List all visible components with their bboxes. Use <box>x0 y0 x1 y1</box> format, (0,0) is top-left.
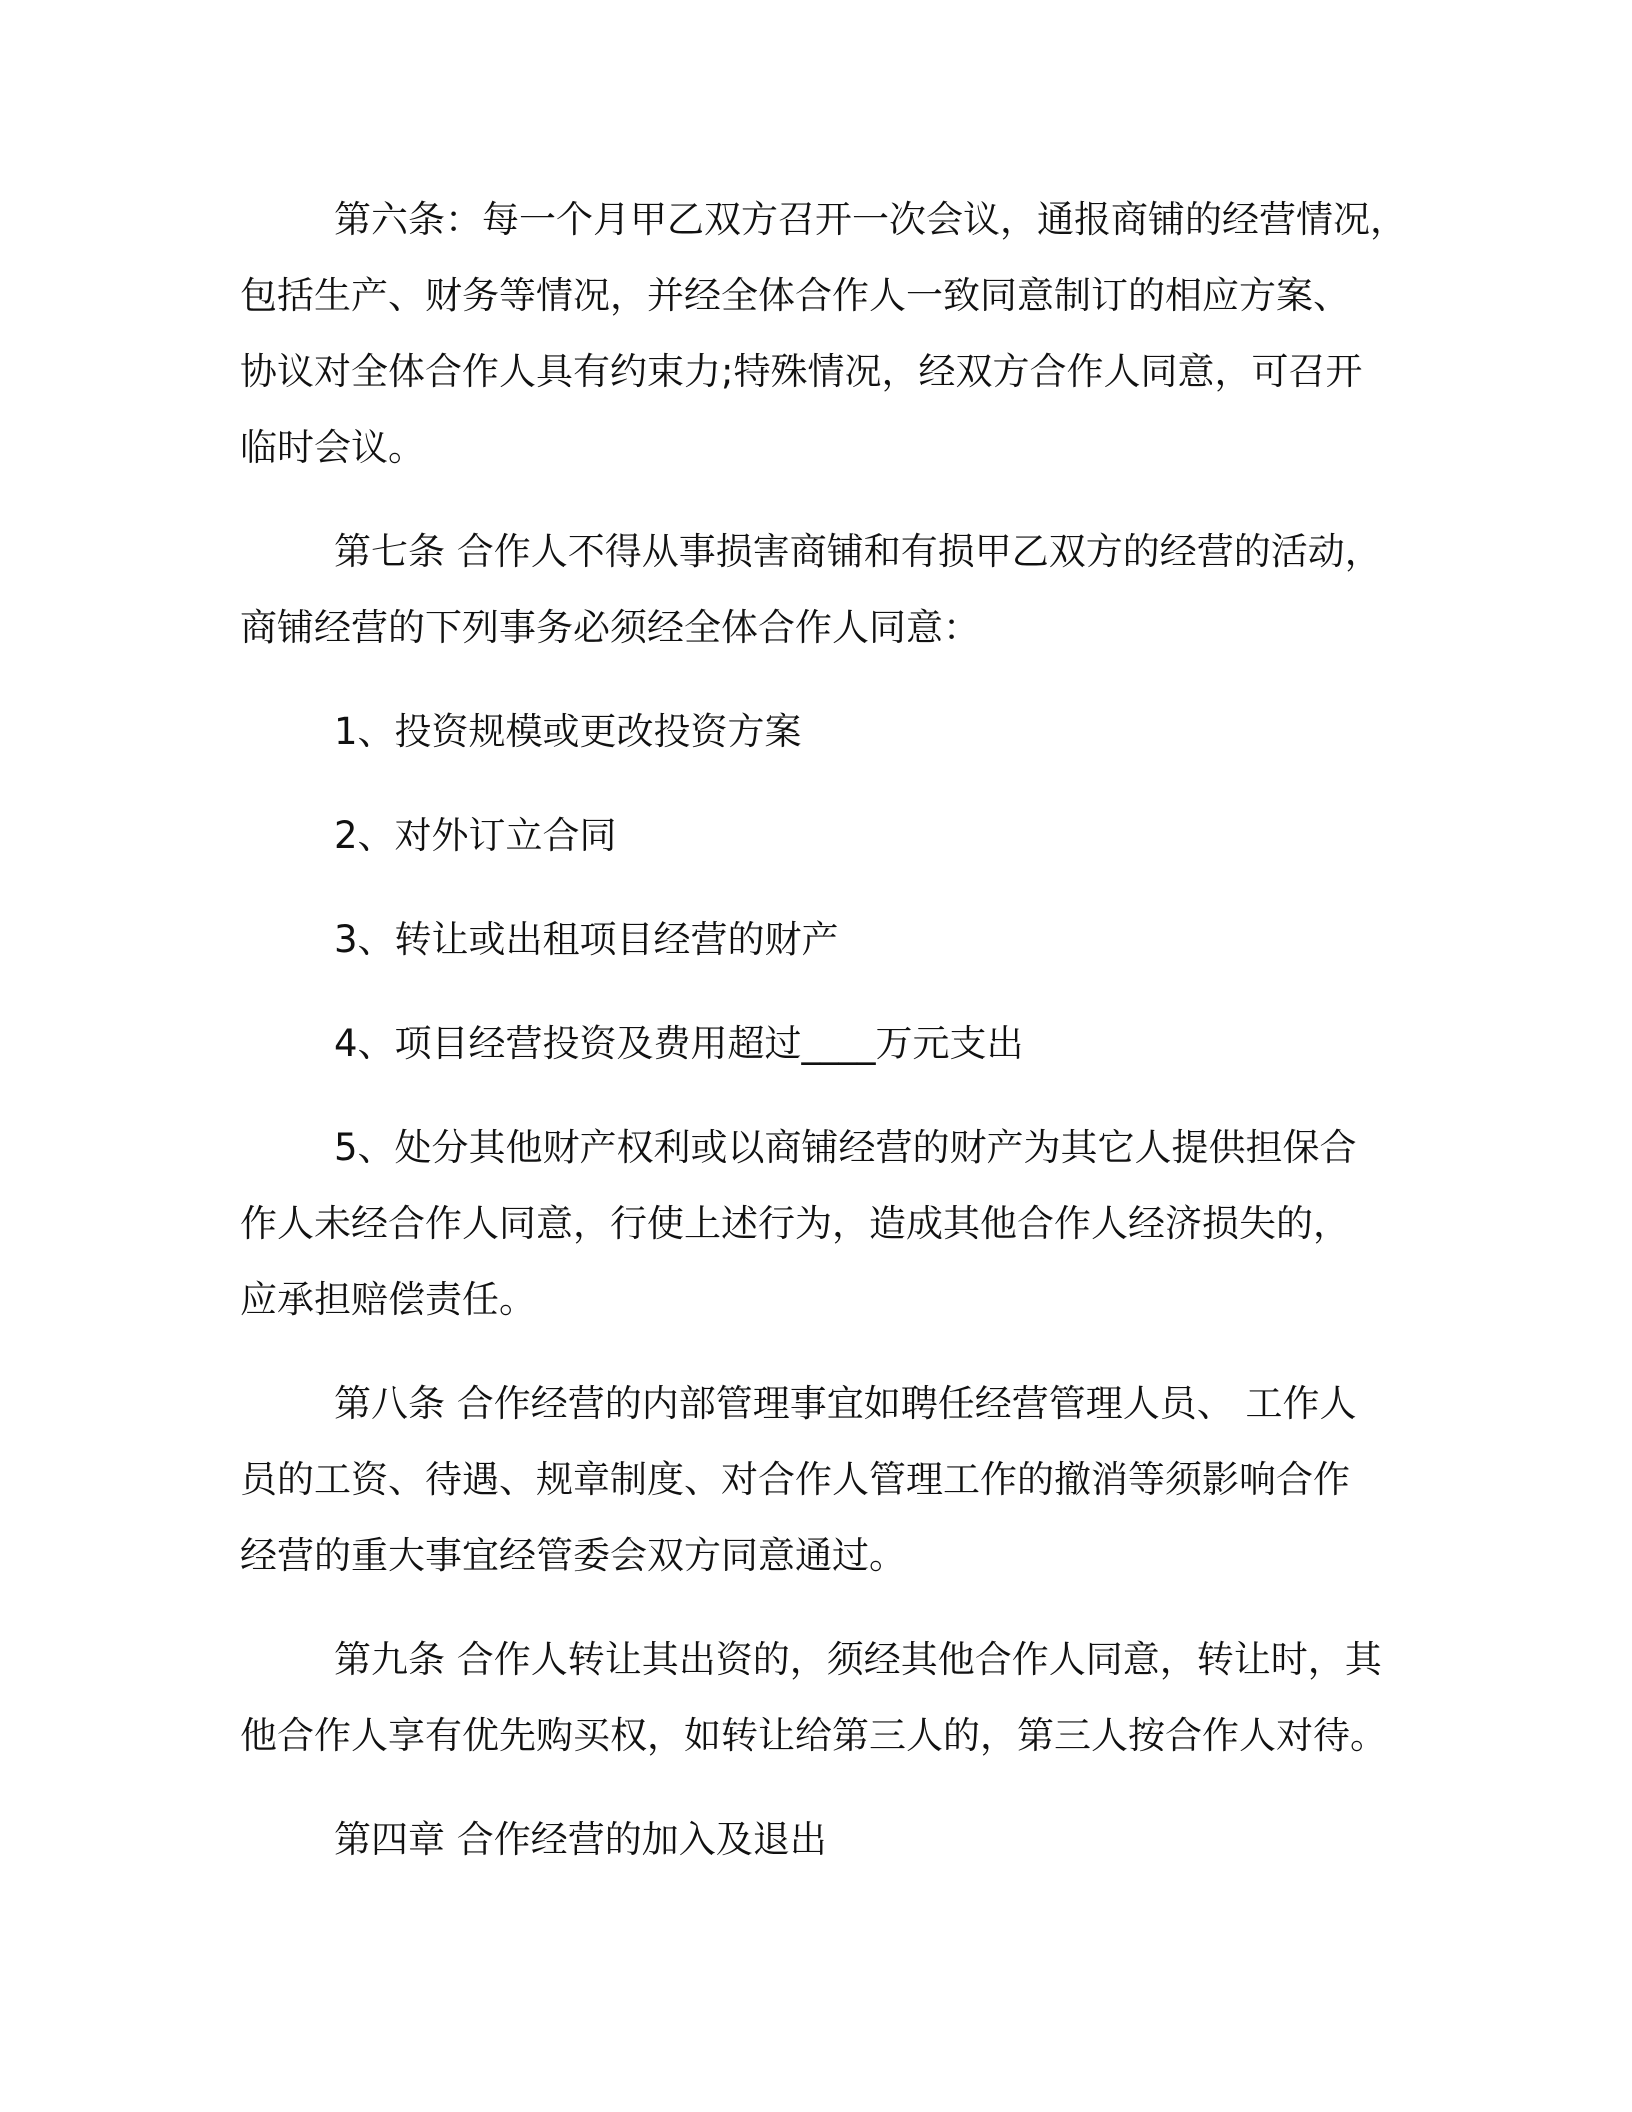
article-7-line-1: 第七条 合作人不得从事损害商铺和有损甲乙双方的经营的活动， <box>334 530 1382 573</box>
article-8-line-3: 经营的重大事宜经管委会双方同意通过。 <box>240 1534 906 1577</box>
list-item-4: 4、项目经营投资及费用超过____万元支出 <box>334 1022 1024 1065</box>
article-8-line-1: 第八条 合作经营的内部管理事宜如聘任经营管理人员、 工作人 <box>334 1382 1357 1425</box>
article-7-line-2: 商铺经营的下列事务必须经全体合作人同意： <box>240 606 980 649</box>
list-item-2: 2、对外订立合同 <box>334 814 617 857</box>
article-9-paragraph <box>240 1622 1420 1774</box>
list-item-3: 3、转让或出租项目经营的财产 <box>334 918 839 961</box>
article-8-line-2: 员的工资、待遇、规章制度、对合作人管理工作的撤消等须影响合作 <box>240 1458 1350 1501</box>
list-item-5-paragraph <box>240 1110 1420 1338</box>
article-6-line-3: 协议对全体合作人具有约束力;特殊情况，经双方合作人同意，可召开 <box>240 350 1363 393</box>
article-6-line-1: 第六条：每一个月甲乙双方召开一次会议，通报商铺的经营情况， <box>334 198 1407 241</box>
article-6-line-2: 包括生产、财务等情况，并经全体合作人一致同意制订的相应方案、 <box>240 274 1350 317</box>
item-5-line-1: 5、处分其他财产权利或以商铺经营的财产为其它人提供担保合 <box>334 1126 1357 1169</box>
article-6-line-4: 临时会议。 <box>240 426 425 469</box>
article-6-paragraph <box>240 182 1420 486</box>
article-9-line-2: 他合作人享有优先购买权，如转让给第三人的，第三人按合作人对待。 <box>240 1714 1387 1757</box>
chapter-4-heading: 第四章 合作经营的加入及退出 <box>334 1818 827 1861</box>
article-7-paragraph <box>240 514 1420 666</box>
article-8-paragraph <box>240 1366 1420 1594</box>
item-5-line-2: 作人未经合作人同意，行使上述行为，造成其他合作人经济损失的， <box>240 1202 1350 1245</box>
document-body <box>240 182 1420 1906</box>
article-9-line-1: 第九条 合作人转让其出资的，须经其他合作人同意，转让时，其 <box>334 1638 1382 1681</box>
item-5-line-3: 应承担赔偿责任。 <box>240 1278 536 1321</box>
list-item-1: 1、投资规模或更改投资方案 <box>334 710 802 753</box>
